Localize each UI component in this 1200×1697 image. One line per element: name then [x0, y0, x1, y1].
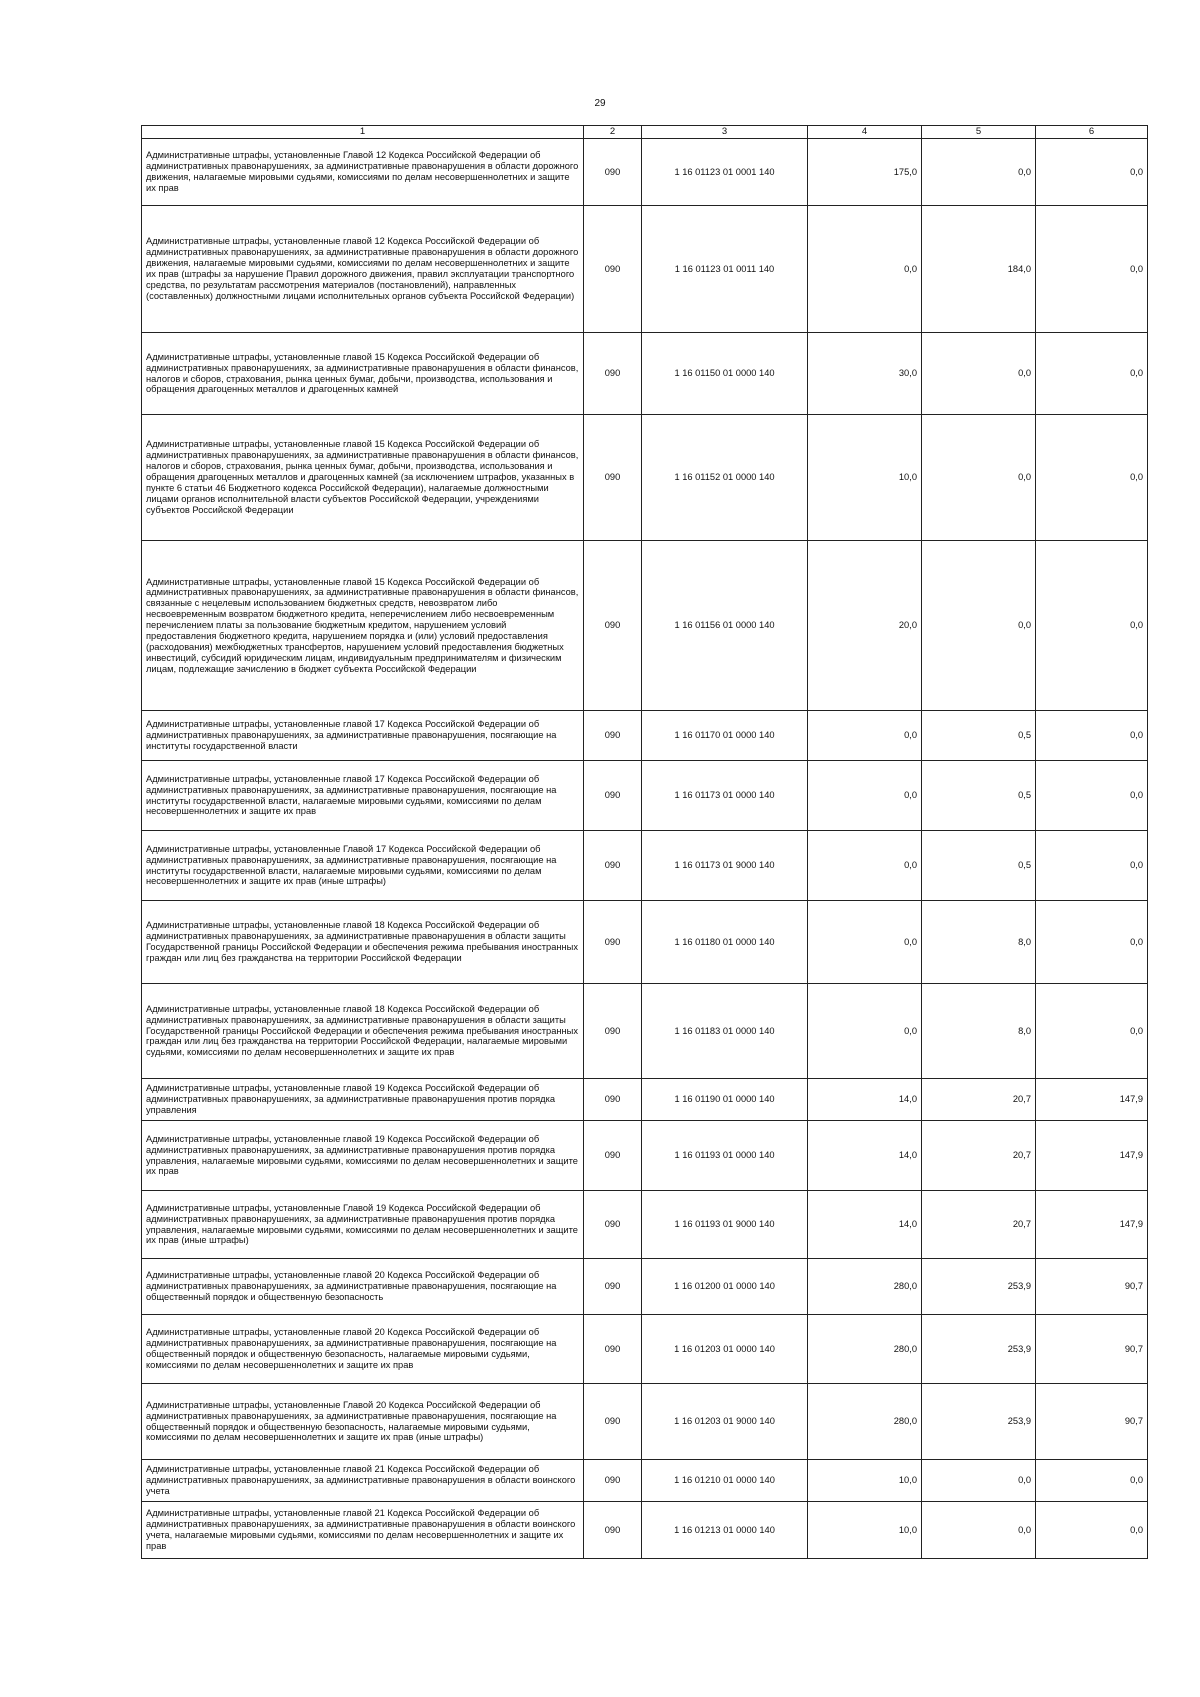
table-row [142, 711, 1148, 761]
row-budget-code: 1 16 01173 01 0000 140 [642, 761, 808, 831]
row-description: Административные штрафы, установленные главой 18 Кодекса Российской Федерации об административных правонарушениях, за административные правонарушения в области защиты Государственной границы Российской Федерации и обеспечения режима пребывания иностранных граждан или лиц без гражданства на территории Российской Федерации, налагаемые мировыми судьями, комиссиями по делам несовершеннолетних и защите их прав [142, 984, 584, 1079]
row-value-col5: 253,9 [922, 1384, 1036, 1460]
row-description: Административные штрафы, установленные главой 18 Кодекса Российской Федерации об административных правонарушениях, за административные правонарушения в области защиты Государственной границы Российской Федерации и обеспечения режима пребывания иностранных граждан или лиц без гражданства на территории Российской Федерации [142, 901, 584, 984]
row-description: Административные штрафы, установленные главой 19 Кодекса Российской Федерации об административных правонарушениях, за административные правонарушения против порядка управления [142, 1079, 584, 1121]
row-value-col5: 253,9 [922, 1315, 1036, 1384]
page-number: 29 [594, 98, 606, 109]
row-budget-code: 1 16 01203 01 9000 140 [642, 1384, 808, 1460]
row-admin-code: 090 [584, 541, 642, 711]
row-value-col4: 280,0 [808, 1384, 922, 1460]
table-row [142, 1259, 1148, 1315]
row-admin-code: 090 [584, 1315, 642, 1384]
row-description: Административные штрафы, установленные главой 17 Кодекса Российской Федерации об административных правонарушениях, за административные правонарушения, посягающие на институты государственной власти [142, 711, 584, 761]
column-header-4: 4 [808, 126, 922, 139]
row-value-col5: 0,5 [922, 711, 1036, 761]
row-value-col5: 253,9 [922, 1259, 1036, 1315]
row-description: Административные штрафы, установленные главой 21 Кодекса Российской Федерации об административных правонарушениях, за административные правонарушения в области воинского учета, налагаемые мировыми судьями, комиссиями по делам несовершеннолетних и защите их прав [142, 1502, 584, 1559]
row-budget-code: 1 16 01183 01 0000 140 [642, 984, 808, 1079]
row-value-col6: 147,9 [1036, 1079, 1148, 1121]
row-budget-code: 1 16 01170 01 0000 140 [642, 711, 808, 761]
row-description: Административные штрафы, установленные главой 17 Кодекса Российской Федерации об административных правонарушениях, за административные правонарушения, посягающие на институты государственной власти, налагаемые мировыми судьями, комиссиями по делам несовершеннолетних и защите их прав [142, 761, 584, 831]
row-value-col5: 8,0 [922, 901, 1036, 984]
row-value-col5: 8,0 [922, 984, 1036, 1079]
table-row [142, 901, 1148, 984]
row-value-col5: 20,7 [922, 1121, 1036, 1191]
row-value-col4: 0,0 [808, 711, 922, 761]
row-admin-code: 090 [584, 1121, 642, 1191]
row-description: Административные штрафы, установленные главой 19 Кодекса Российской Федерации об административных правонарушениях, за административные правонарушения против порядка управления, налагаемые мировыми судьями, комиссиями по делам несовершеннолетних и защите их прав [142, 1121, 584, 1191]
row-description: Административные штрафы, установленные главой 20 Кодекса Российской Федерации об административных правонарушениях, за административные правонарушения, посягающие на общественный порядок и общественную безопасность, налагаемые мировыми судьями, комиссиями по делам несовершеннолетних и защите их прав [142, 1315, 584, 1384]
table-row [142, 761, 1148, 831]
row-budget-code: 1 16 01180 01 0000 140 [642, 901, 808, 984]
row-admin-code: 090 [584, 415, 642, 541]
row-value-col4: 10,0 [808, 1502, 922, 1559]
row-budget-code: 1 16 01190 01 0000 140 [642, 1079, 808, 1121]
row-value-col5: 184,0 [922, 206, 1036, 333]
row-value-col5: 0,5 [922, 831, 1036, 901]
row-admin-code: 090 [584, 901, 642, 984]
row-admin-code: 090 [584, 1460, 642, 1502]
column-header-5: 5 [922, 126, 1036, 139]
row-description: Административные штрафы, установленные главой 15 Кодекса Российской Федерации об административных правонарушениях, за административные правонарушения в области финансов, налогов и сборов, страхования, рынка ценных бумаг, добычи, производства, использования и обращения драгоценных металлов и драгоценных камней (за исключением штрафов, указанных в пункте 6 статьи 46 Бюджетного кодекса Российской Федерации), налагаемые должностными лицами органов исполнительной власти субъектов Российской Федерации, учреждениями субъектов Российской Федерации [142, 415, 584, 541]
table-row [142, 333, 1148, 415]
row-description: Административные штрафы, установленные Главой 20 Кодекса Российской Федерации об административных правонарушениях, за административные правонарушения, посягающие на общественный порядок и общественную безопасность, налагаемые мировыми судьями, комиссиями по делам несовершеннолетних и защите их прав (иные штрафы) [142, 1384, 584, 1460]
budget-table [141, 125, 1148, 1559]
row-value-col4: 0,0 [808, 206, 922, 333]
row-admin-code: 090 [584, 1079, 642, 1121]
row-description: Административные штрафы, установленные главой 15 Кодекса Российской Федерации об административных правонарушениях, за административные правонарушения в области финансов, налогов и сборов, страхования, рынка ценных бумаг, добычи, производства, использования и обращения драгоценных металлов и драгоценных камней [142, 333, 584, 415]
row-description: Административные штрафы, установленные Главой 12 Кодекса Российской Федерации об административных правонарушениях, за административные правонарушения в области дорожного движения, налагаемые мировыми судьями, комиссиями по делам несовершеннолетних и защите их прав [142, 139, 584, 206]
row-value-col4: 30,0 [808, 333, 922, 415]
row-value-col5: 0,0 [922, 139, 1036, 206]
row-budget-code: 1 16 01193 01 9000 140 [642, 1191, 808, 1259]
row-description: Административные штрафы, установленные главой 15 Кодекса Российской Федерации об административных правонарушениях, за административные правонарушения в области финансов, связанные с нецелевым использованием бюджетных средств, невозвратом либо несвоевременным возвратом бюджетного кредита, неперечислением либо несвоевременным перечислением платы за пользование бюджетным кредитом, нарушением условий предоставления бюджетного кредита, нарушением порядка и (или) условий предоставления (расходования) межбюджетных трансфертов, нарушением условий предоставления бюджетных инвестиций, субсидий юридическим лицам, индивидуальным предпринимателям и физическим лицам, подлежащие зачислению в бюджет субъекта Российской Федерации [142, 541, 584, 711]
column-header-1: 1 [142, 126, 584, 139]
row-value-col4: 10,0 [808, 415, 922, 541]
row-admin-code: 090 [584, 206, 642, 333]
row-value-col6: 0,0 [1036, 541, 1148, 711]
row-budget-code: 1 16 01152 01 0000 140 [642, 415, 808, 541]
row-value-col4: 0,0 [808, 831, 922, 901]
row-budget-code: 1 16 01203 01 0000 140 [642, 1315, 808, 1384]
table-row [142, 1121, 1148, 1191]
row-value-col4: 14,0 [808, 1191, 922, 1259]
row-value-col5: 20,7 [922, 1079, 1036, 1121]
row-budget-code: 1 16 01193 01 0000 140 [642, 1121, 808, 1191]
row-value-col6: 0,0 [1036, 333, 1148, 415]
row-value-col4: 0,0 [808, 984, 922, 1079]
row-budget-code: 1 16 01213 01 0000 140 [642, 1502, 808, 1559]
column-header-2: 2 [584, 126, 642, 139]
row-value-col4: 280,0 [808, 1315, 922, 1384]
row-value-col6: 147,9 [1036, 1121, 1148, 1191]
row-value-col4: 0,0 [808, 761, 922, 831]
row-admin-code: 090 [584, 1191, 642, 1259]
row-value-col4: 175,0 [808, 139, 922, 206]
table-row [142, 831, 1148, 901]
row-admin-code: 090 [584, 333, 642, 415]
table-row [142, 1079, 1148, 1121]
row-value-col5: 20,7 [922, 1191, 1036, 1259]
row-value-col6: 90,7 [1036, 1384, 1148, 1460]
row-admin-code: 090 [584, 711, 642, 761]
row-value-col6: 0,0 [1036, 901, 1148, 984]
row-value-col6: 0,0 [1036, 415, 1148, 541]
row-value-col5: 0,0 [922, 1502, 1036, 1559]
table-row [142, 541, 1148, 711]
row-admin-code: 090 [584, 139, 642, 206]
row-admin-code: 090 [584, 984, 642, 1079]
table-row [142, 139, 1148, 206]
table-row [142, 1191, 1148, 1259]
row-admin-code: 090 [584, 831, 642, 901]
row-description: Административные штрафы, установленные Главой 19 Кодекса Российской Федерации об административных правонарушениях, за административные правонарушения против порядка управления, налагаемые мировыми судьями, комиссиями по делам несовершеннолетних и защите их прав (иные штрафы) [142, 1191, 584, 1259]
row-budget-code: 1 16 01123 01 0011 140 [642, 206, 808, 333]
table-row [142, 1384, 1148, 1460]
row-value-col5: 0,0 [922, 1460, 1036, 1502]
row-admin-code: 090 [584, 761, 642, 831]
row-admin-code: 090 [584, 1259, 642, 1315]
row-value-col5: 0,0 [922, 333, 1036, 415]
row-budget-code: 1 16 01150 01 0000 140 [642, 333, 808, 415]
table-row [142, 415, 1148, 541]
table-row [142, 206, 1148, 333]
row-description: Административные штрафы, установленные главой 21 Кодекса Российской Федерации об административных правонарушениях, за административные правонарушения в области воинского учета [142, 1460, 584, 1502]
row-value-col6: 0,0 [1036, 1502, 1148, 1559]
row-value-col4: 14,0 [808, 1121, 922, 1191]
row-value-col6: 0,0 [1036, 984, 1148, 1079]
row-value-col5: 0,0 [922, 541, 1036, 711]
row-value-col6: 90,7 [1036, 1259, 1148, 1315]
row-budget-code: 1 16 01123 01 0001 140 [642, 139, 808, 206]
row-description: Административные штрафы, установленные главой 12 Кодекса Российской Федерации об административных правонарушениях, за административные правонарушения в области дорожного движения, налагаемые мировыми судьями, комиссиями по делам несовершеннолетних и защите их прав (штрафы за нарушение Правил дорожного движения, правил эксплуатации транспортного средства, по результатам рассмотрения материалов (постановлений), направленных (составленных) должностными лицами исполнительных органов субъекта Российской Федерации) [142, 206, 584, 333]
row-value-col4: 20,0 [808, 541, 922, 711]
row-budget-code: 1 16 01210 01 0000 140 [642, 1460, 808, 1502]
table-row [142, 1315, 1148, 1384]
row-budget-code: 1 16 01200 01 0000 140 [642, 1259, 808, 1315]
row-value-col4: 280,0 [808, 1259, 922, 1315]
row-value-col6: 0,0 [1036, 831, 1148, 901]
row-value-col6: 90,7 [1036, 1315, 1148, 1384]
row-value-col5: 0,5 [922, 761, 1036, 831]
row-value-col6: 0,0 [1036, 139, 1148, 206]
row-value-col6: 0,0 [1036, 761, 1148, 831]
row-value-col4: 0,0 [808, 901, 922, 984]
row-value-col6: 0,0 [1036, 711, 1148, 761]
row-description: Административные штрафы, установленные главой 20 Кодекса Российской Федерации об административных правонарушениях, за административные правонарушения, посягающие на общественный порядок и общественную безопасность [142, 1259, 584, 1315]
row-value-col5: 0,0 [922, 415, 1036, 541]
row-value-col6: 0,0 [1036, 1460, 1148, 1502]
row-value-col6: 147,9 [1036, 1191, 1148, 1259]
row-value-col6: 0,0 [1036, 206, 1148, 333]
table-row [142, 984, 1148, 1079]
row-value-col4: 14,0 [808, 1079, 922, 1121]
table-row [142, 1502, 1148, 1559]
row-admin-code: 090 [584, 1502, 642, 1559]
table-row [142, 1460, 1148, 1502]
row-description: Административные штрафы, установленные Главой 17 Кодекса Российской Федерации об административных правонарушениях, за административные правонарушения, посягающие на институты государственной власти, налагаемые мировыми судьями, комиссиями по делам несовершеннолетних и защите их прав (иные штрафы) [142, 831, 584, 901]
column-header-3: 3 [642, 126, 808, 139]
row-admin-code: 090 [584, 1384, 642, 1460]
row-budget-code: 1 16 01156 01 0000 140 [642, 541, 808, 711]
column-header-6: 6 [1036, 126, 1148, 139]
column-number-row [142, 126, 1148, 139]
row-value-col4: 10,0 [808, 1460, 922, 1502]
row-budget-code: 1 16 01173 01 9000 140 [642, 831, 808, 901]
